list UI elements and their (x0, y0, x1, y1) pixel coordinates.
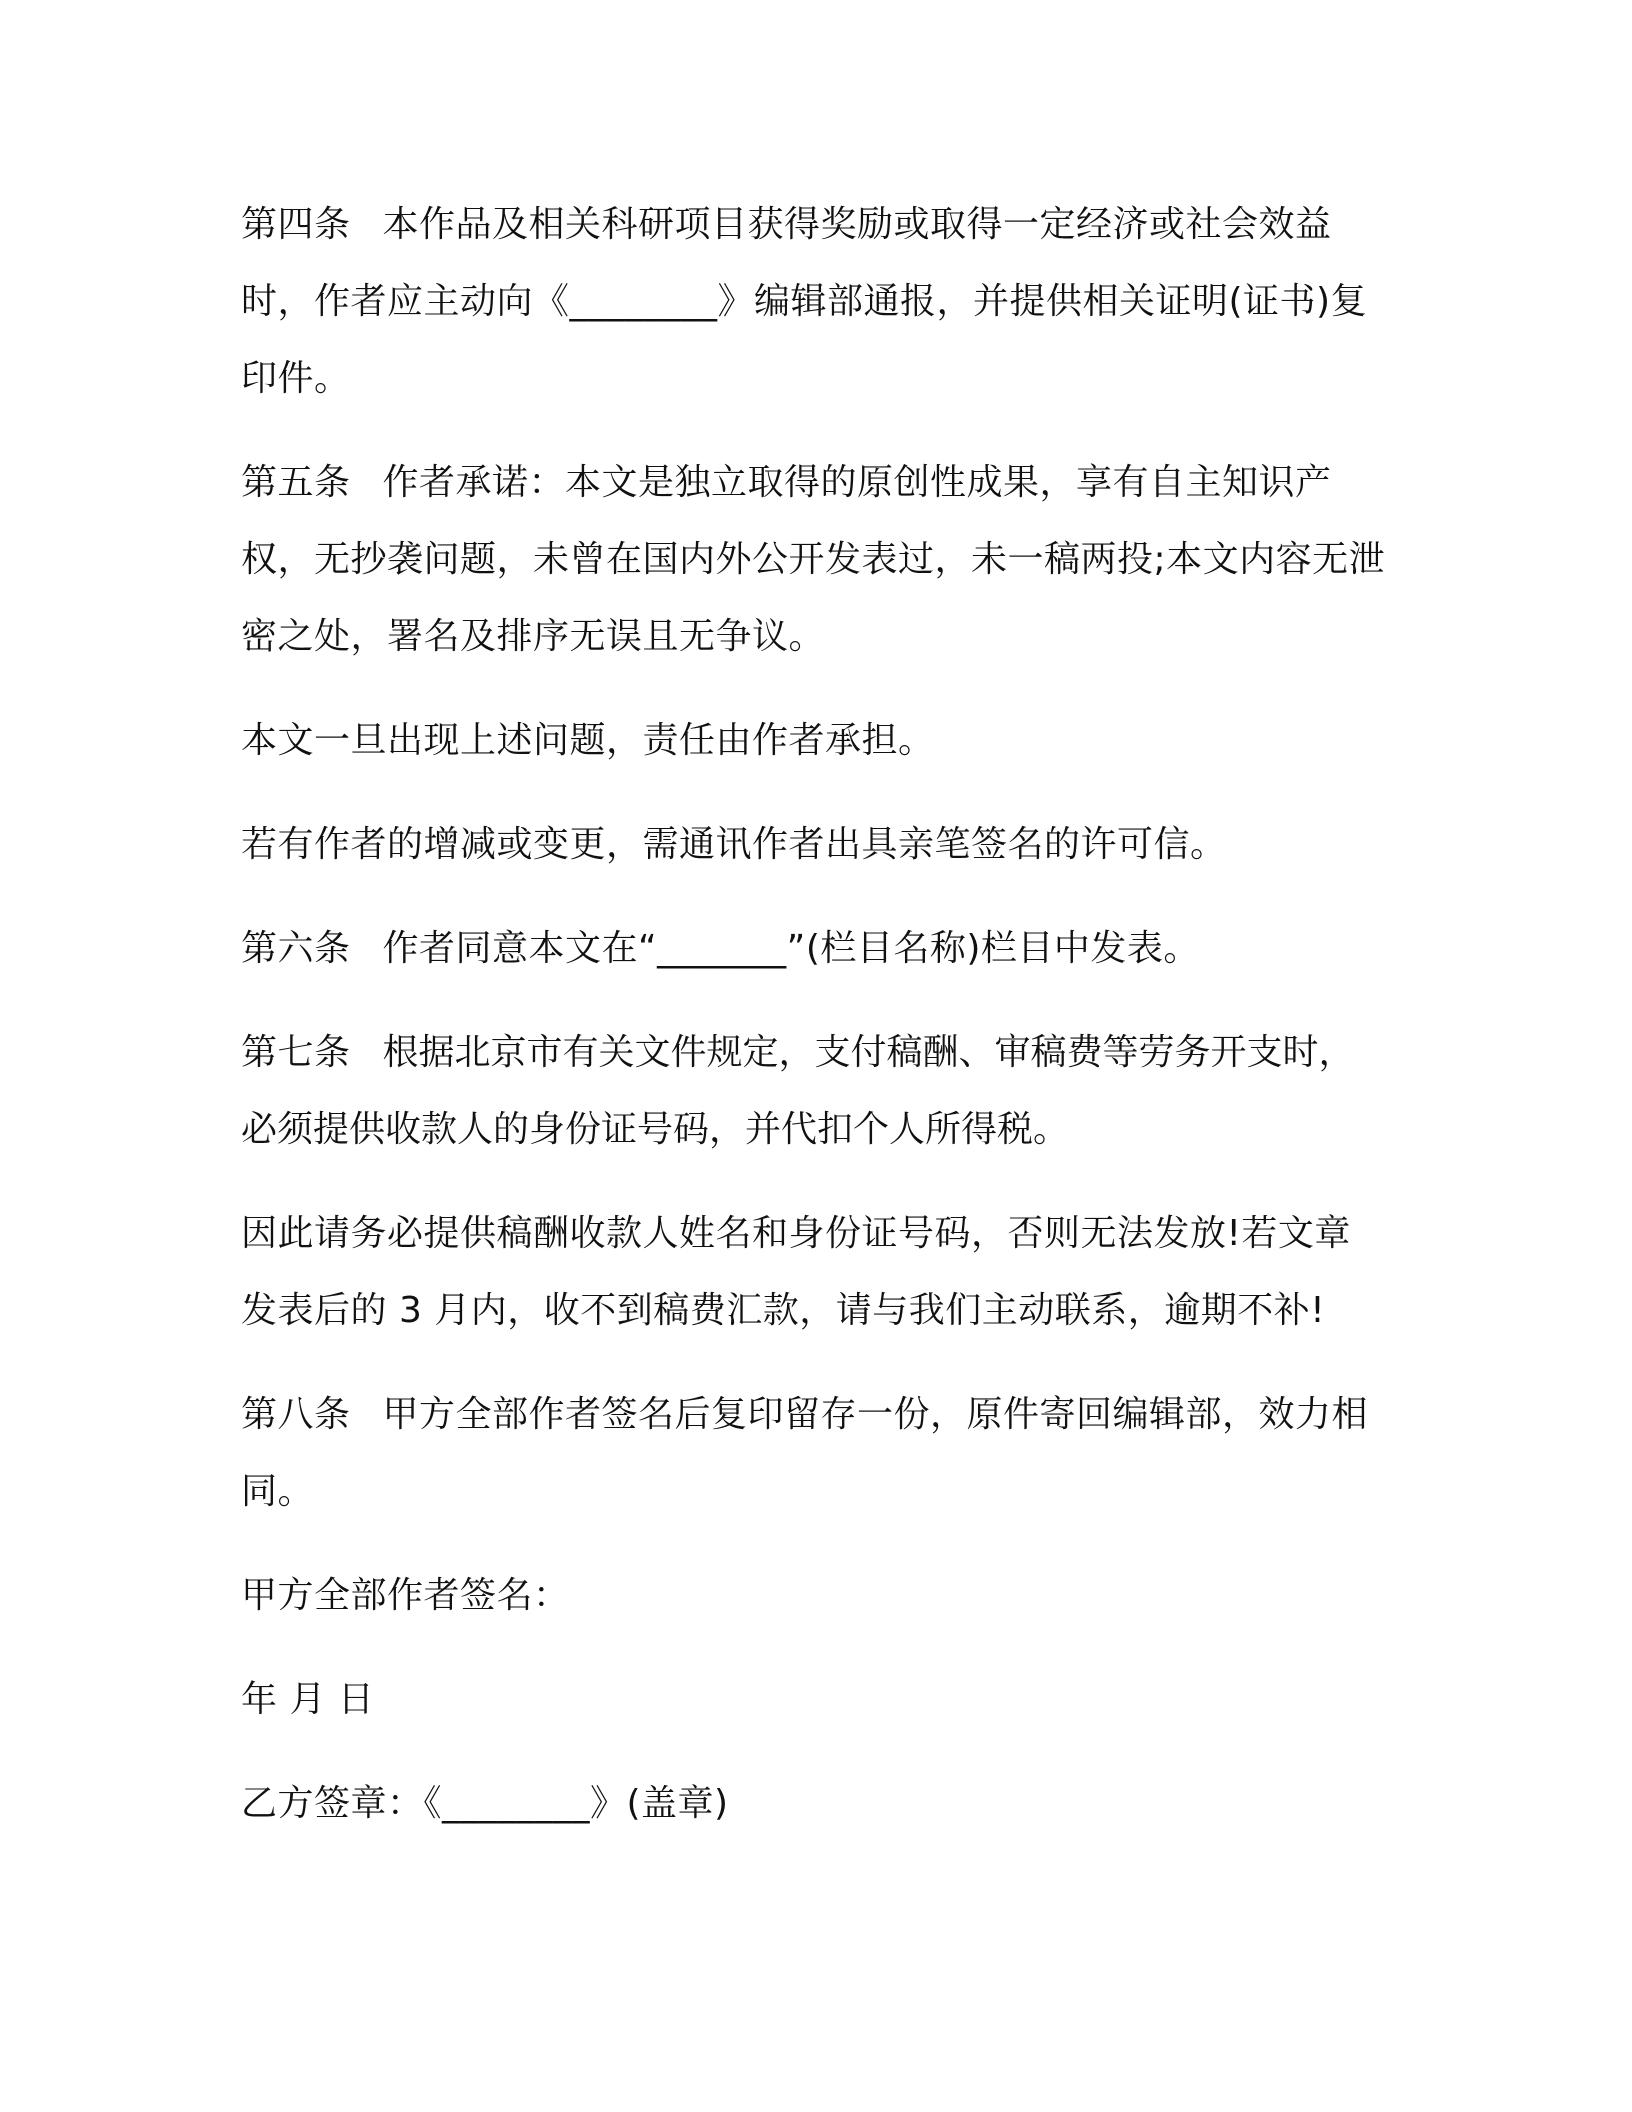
article-text: 作者同意本文在“_______”(栏目名称)栏目中发表。 (382, 928, 1200, 969)
article-5 (241, 444, 1386, 675)
article-label: 第四条 (241, 204, 351, 245)
document-body (241, 186, 1386, 1869)
article-4 (241, 186, 1386, 417)
article-text: 作者承诺：本文是独立取得的原创性成果，享有自主知识产权，无抄袭问题，未曾在国内外公开发表过，未一稿两投;本文内容无泄密之处，署名及排序无误且无争议。 (241, 462, 1386, 657)
paragraph-responsibility: 本文一旦出现上述问题，责任由作者承担。 (241, 720, 935, 761)
party-b-seal-line: 乙方签章：《________》(盖章) (241, 1783, 729, 1824)
article-label: 第八条 (241, 1394, 351, 1435)
article-label: 第六条 (241, 928, 351, 969)
date-line: 年 月 日 (241, 1679, 375, 1720)
article-label: 第七条 (241, 1032, 351, 1073)
article-8 (241, 1376, 1386, 1530)
article-text: 根据北京市有关文件规定，支付稿酬、审稿费等劳务开支时，必须提供收款人的身份证号码，并代扣个人所得税。 (241, 1032, 1355, 1150)
article-7 (241, 1014, 1386, 1168)
article-label: 第五条 (241, 462, 351, 503)
article-6 (241, 910, 1386, 987)
party-a-signature-line: 甲方全部作者签名： (241, 1575, 570, 1616)
paragraph-author-change: 若有作者的增减或变更，需通讯作者出具亲笔签名的许可信。 (241, 824, 1227, 865)
article-text: 本作品及相关科研项目获得奖励或取得一定经济或社会效益时，作者应主动向《________》编辑部通报，并提供相关证明(证书)复印件。 (241, 204, 1368, 399)
article-text: 甲方全部作者签名后复印留存一份，原件寄回编辑部，效力相同。 (241, 1394, 1369, 1512)
paragraph-payment-notice: 因此请务必提供稿酬收款人姓名和身份证号码，否则无法发放!若文章发表后的 3 月内，收不到稿费汇款，请与我们主动联系，逾期不补! (241, 1213, 1351, 1331)
